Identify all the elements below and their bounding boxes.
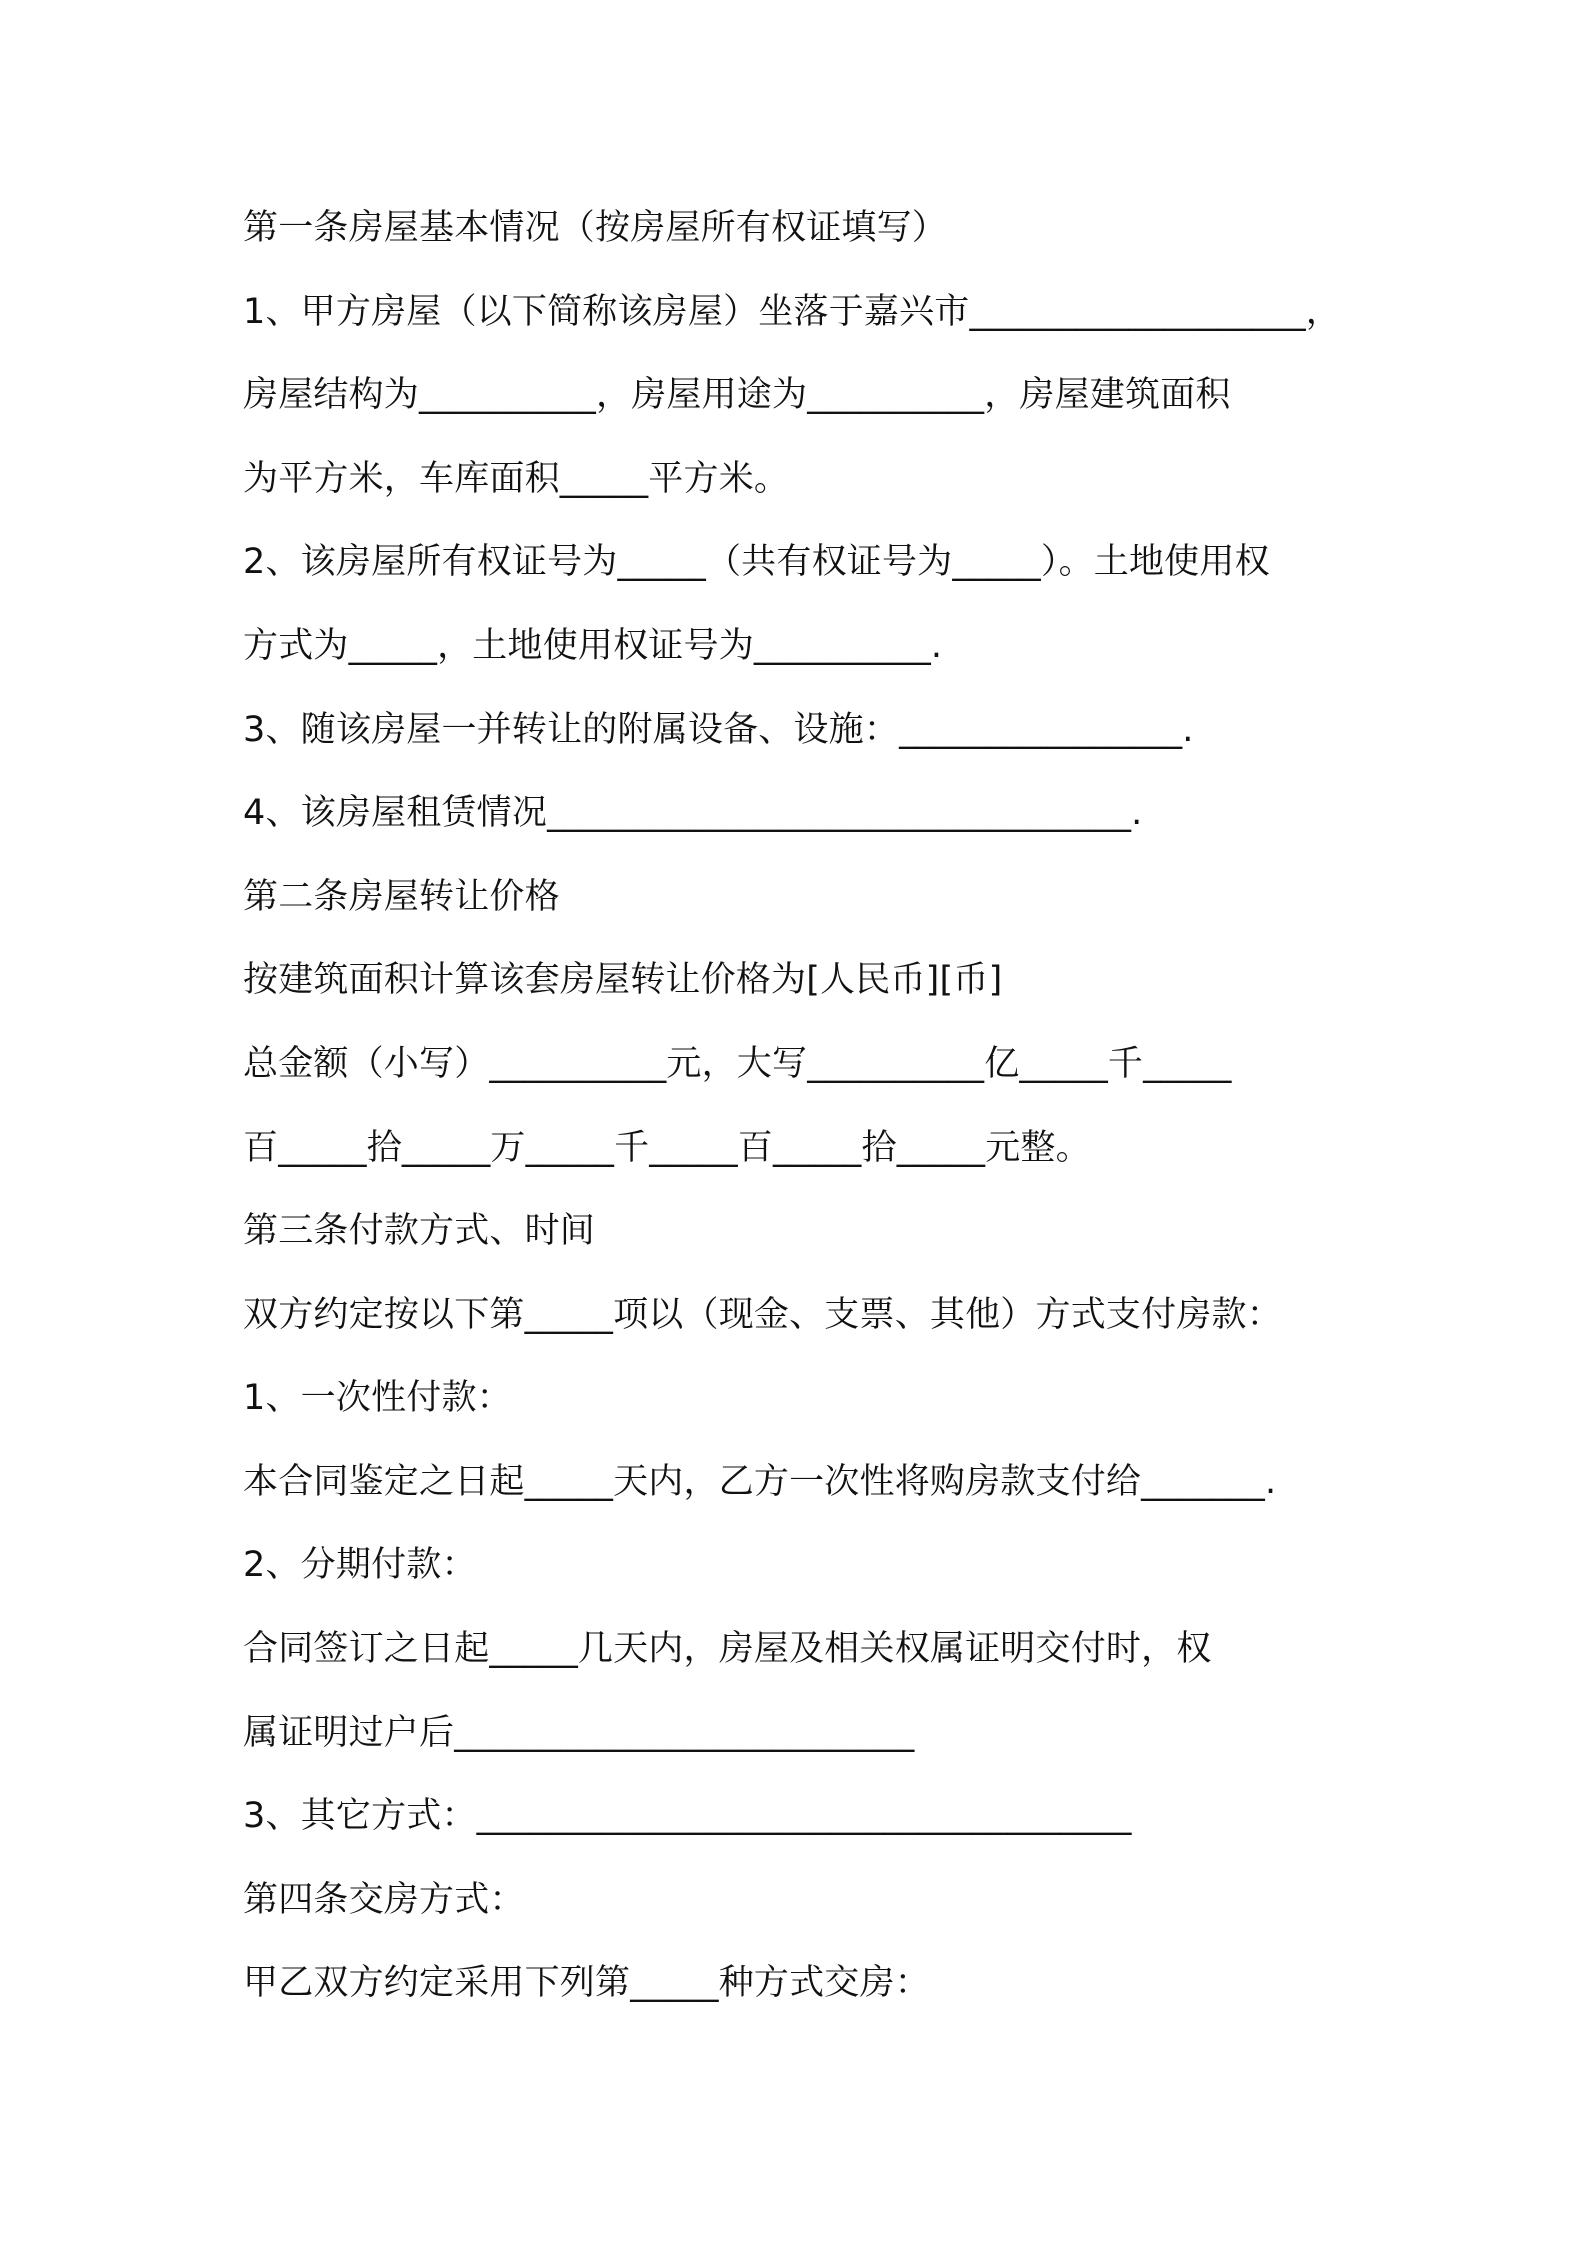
article-2-line-1: 按建筑面积计算该套房屋转让价格为[人民币][币] — [243, 960, 1003, 1000]
clause-1-1-line-2: 房屋结构为__________，房屋用途为__________，房屋建筑面积 — [243, 375, 1231, 415]
clause-1-1-line-3: 为平方米，车库面积_____平方米。 — [243, 459, 790, 499]
article-4-line-1: 甲乙双方约定采用下列第_____种方式交房： — [243, 1963, 930, 2003]
clause-3-2-title: 2、分期付款： — [243, 1545, 477, 1585]
clause-3-2-line-2: 属证明过户后__________________________ — [243, 1713, 915, 1753]
article-3-line-1: 双方约定按以下第_____项以（现金、支票、其他）方式支付房款： — [243, 1295, 1282, 1335]
article-2-heading: 第二条房屋转让价格 — [243, 877, 560, 917]
clause-3-2-line-1: 合同签订之日起_____几天内，房屋及相关权属证明交付时，权 — [243, 1629, 1212, 1669]
clause-1-4: 4、该房屋租赁情况_________________________________. — [243, 793, 1143, 833]
article-2-line-2: 总金额（小写）__________元，大写__________亿_____千_____ — [243, 1044, 1232, 1084]
clause-3-1-title: 1、一次性付款： — [243, 1378, 512, 1418]
article-2-line-3: 百_____拾_____万_____千_____百_____拾_____元整。 — [243, 1128, 1091, 1168]
clause-3-3: 3、其它方式：_____________________________________ — [243, 1796, 1132, 1836]
article-1-heading: 第一条房屋基本情况（按房屋所有权证填写） — [243, 208, 948, 248]
clause-1-2-line-1: 2、该房屋所有权证号为_____（共有权证号为_____）。土地使用权 — [243, 542, 1270, 582]
clause-1-3: 3、随该房屋一并转让的附属设备、设施：________________. — [243, 710, 1194, 750]
article-3-heading: 第三条付款方式、时间 — [243, 1211, 596, 1251]
clause-1-1-line-1: 1、甲方房屋（以下简称该房屋）坐落于嘉兴市___________________， — [243, 292, 1341, 332]
clause-3-1-text: 本合同鉴定之日起_____天内，乙方一次性将购房款支付给_______. — [243, 1462, 1277, 1502]
article-4-heading: 第四条交房方式： — [243, 1880, 525, 1920]
clause-1-2-line-2: 方式为_____，土地使用权证号为__________. — [243, 626, 943, 666]
